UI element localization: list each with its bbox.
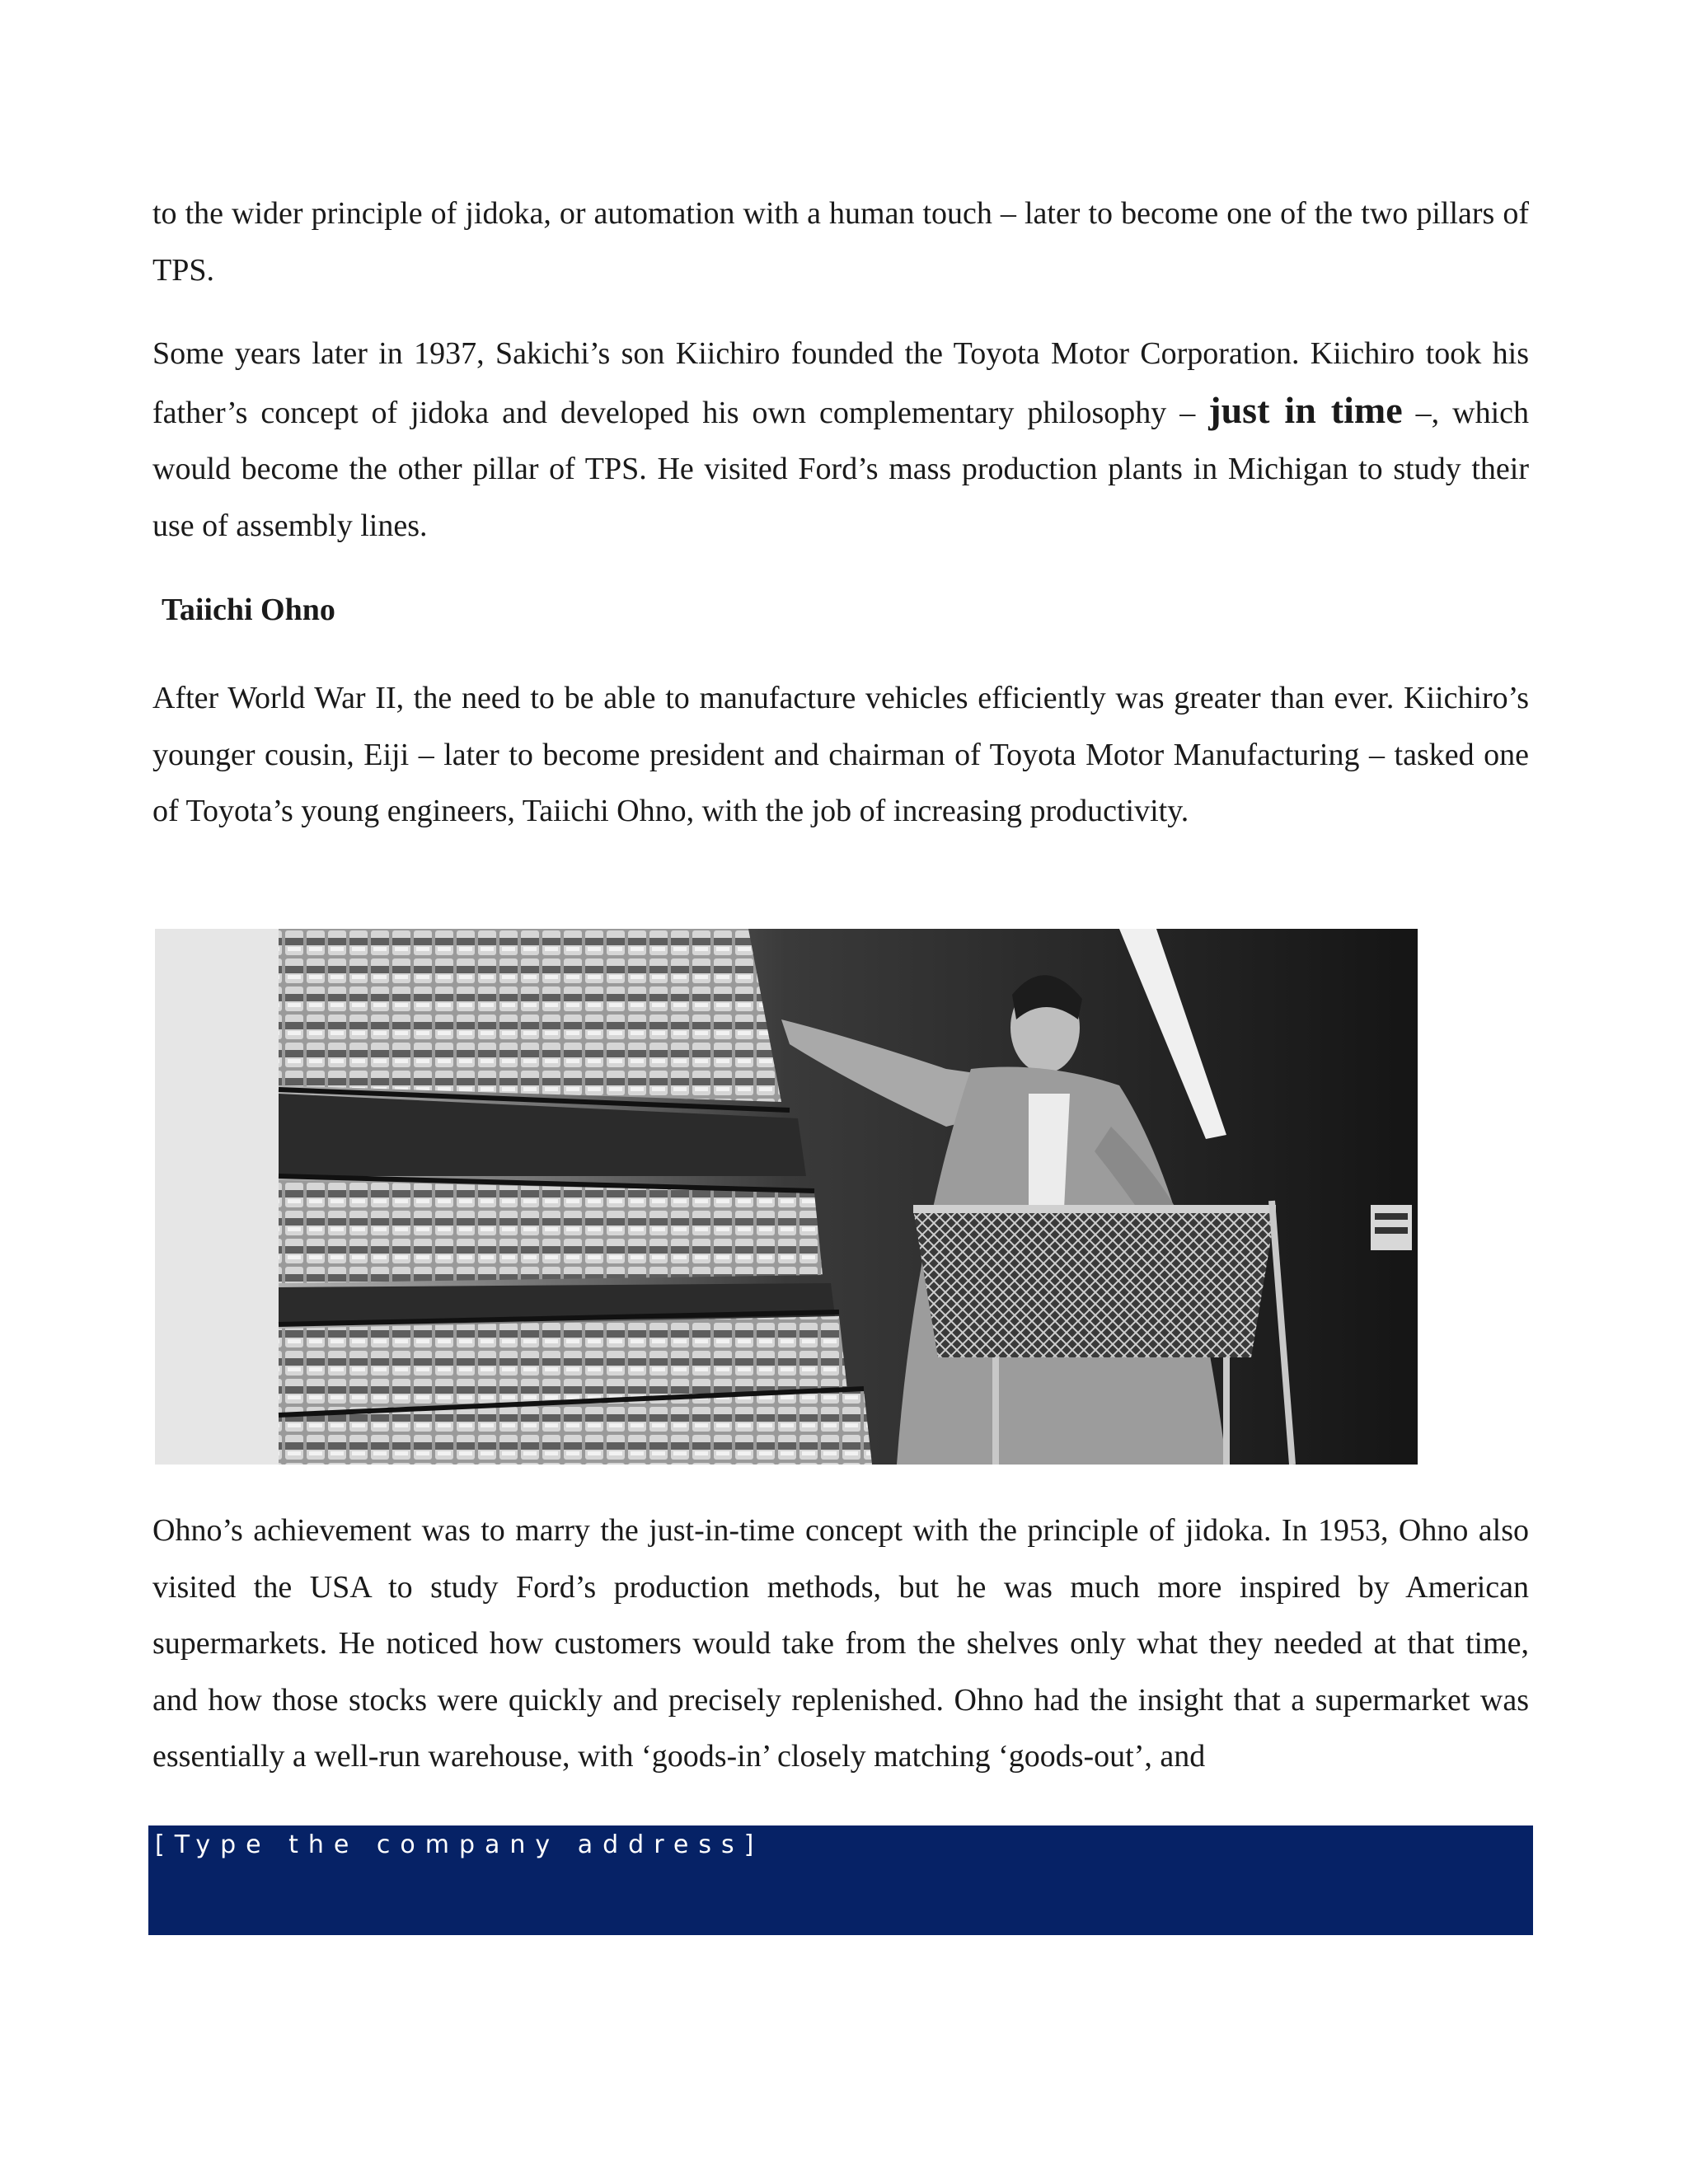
paragraph-ohno-achievement: Ohno’s achievement was to marry the just-in-time concept with the principle of jidoka. In 1953, Ohno also visited the USA to study Ford’s production methods, but he was much more inspired by American supermarkets. He noticed how customers would take from the shelves only what they needed at that time, and how those stocks were quickly and precisely replenished. Ohno had the insight that a supermarket was essentially a well-run warehouse, with ‘goods-in’ closely matching ‘goods-out’, and [152,1513,1529,1774]
company-address-placeholder[interactable]: [Type the company address] [155,1830,764,1859]
paragraph-kiichiro [152,326,1529,554]
just-in-time-emphasis: just in time [1208,388,1403,431]
paragraph-kiichiro-part1: Some years later in 1937, Sakichi’s son Kiichiro founded the Toyota Motor Corporation. Kiichiro took his father’s concept of jidoka and developed his own complementary philosophy – [152,336,1529,430]
supermarket-photo [155,929,1418,1465]
supermarket-photo-drawing [155,929,1418,1465]
section-heading-taiichi-ohno: Taiichi Ohno [162,593,335,627]
paragraph-kiichiro-part2: –, which would become the other pillar of TPS. He visited Ford’s mass production plants in Michigan to study their use of assembly lines. [152,395,1530,543]
footer-bar [148,1825,1533,1935]
paragraph-after-wwii: After World War II, the need to be able to manufacture vehicles efficiently was greater than ever. Kiichiro’s younger cousin, Eiji – later to become president and chairman of Toyota Motor Manufacturing – tasked one of Toyota’s young engineers, Taiichi Ohno, with the job of increasing productivity. [152,681,1529,828]
paragraph-jidoka: to the wider principle of jidoka, or automation with a human touch – later to become one of the two pillars of TPS. [152,196,1529,288]
